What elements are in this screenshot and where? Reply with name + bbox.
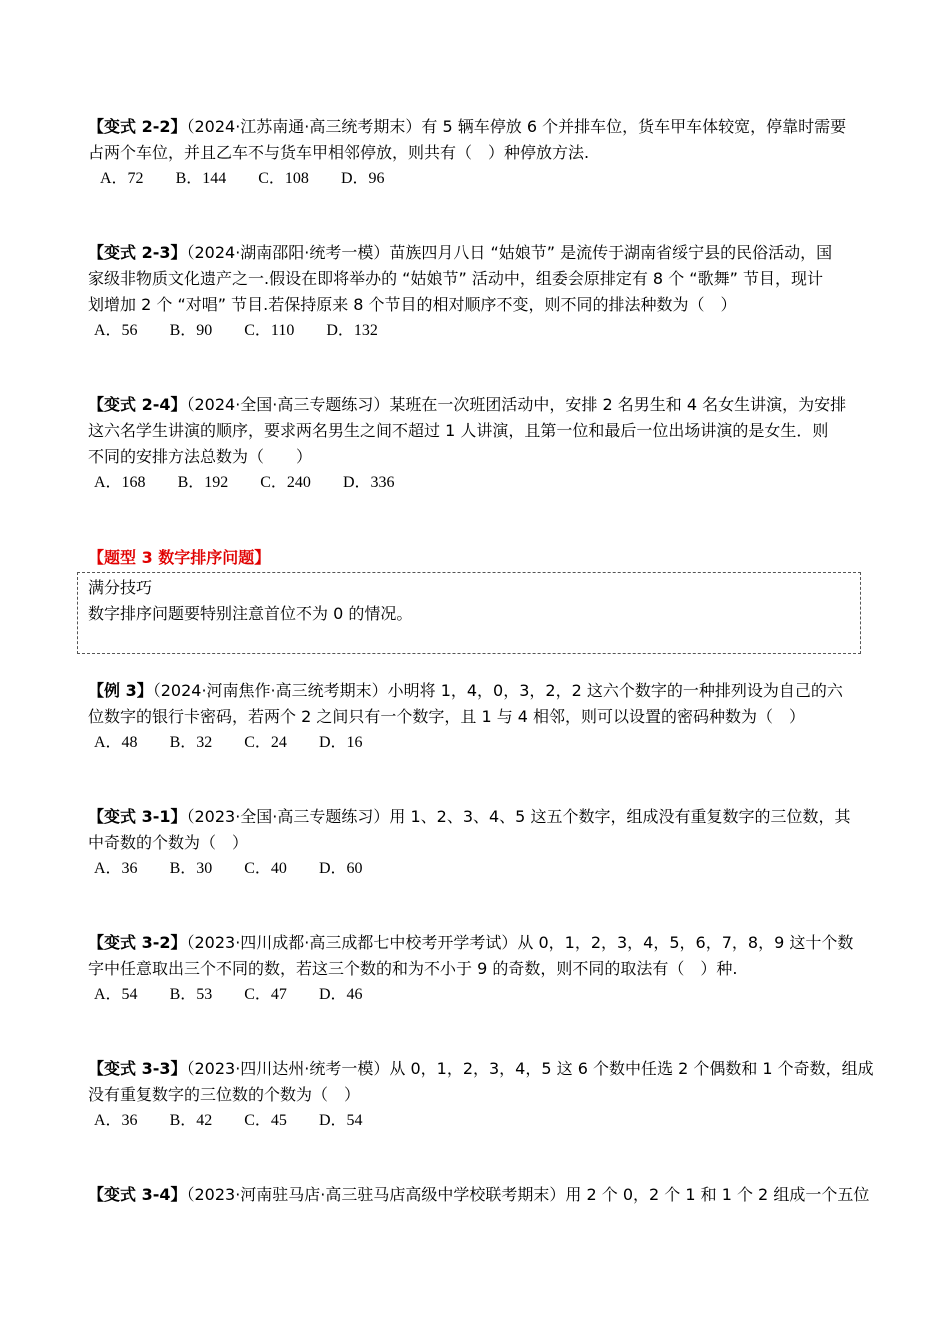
- section-heading: 【题型 3 数字排序问题】: [88, 548, 271, 567]
- problem-text: 家级非物质文化遗产之一.假设在即将举办的 “姑娘节” 活动中，组委会原排定有 8 个 “歌舞” 节目，现计: [88, 269, 823, 288]
- problem-tag: 【变式 3-4】: [88, 1185, 187, 1204]
- option-d[interactable]: D．60: [318, 860, 363, 877]
- option-c[interactable]: C．24: [244, 734, 287, 751]
- problem-text: 字中任意取出三个不同的数，若这三个数的和为不小于 9 的奇数，则不同的取法有（ ）种.: [88, 959, 738, 978]
- answer-options: [100, 166, 417, 192]
- problem-text: 不同的安排方法总数为（ ）: [88, 447, 313, 466]
- option-c[interactable]: C．40: [244, 860, 287, 877]
- tip-title: 满分技巧: [88, 578, 153, 597]
- answer-options: [94, 856, 395, 882]
- problem-text: 中奇数的个数为（ ）: [88, 833, 249, 852]
- problem-text: （2024·河南焦作·高三统考期末）小明将 1，4，0，3，2，2 这六个数字的一种排列设为自己的六: [152, 681, 843, 700]
- problem-text: 划增加 2 个 “对唱” 节目.若保持原来 8 个节目的相对顺序不变，则不同的排法种数为（ ）: [88, 295, 737, 314]
- problem-tag: 【变式 3-3】: [88, 1059, 187, 1078]
- problem-text: （2024·全国·高三专题练习）某班在一次班团活动中，安排 2 名男生和 4 名女生讲演，为安排: [186, 395, 847, 414]
- option-d[interactable]: D．336: [342, 474, 395, 491]
- option-c[interactable]: C．45: [244, 1112, 287, 1129]
- tip-box: [77, 572, 861, 654]
- option-b[interactable]: B．192: [177, 474, 229, 491]
- answer-options: [94, 470, 427, 496]
- answer-options: [94, 982, 395, 1008]
- answer-options: [94, 1108, 395, 1134]
- option-c[interactable]: C．108: [258, 170, 309, 187]
- option-b[interactable]: B．90: [169, 322, 213, 339]
- option-c[interactable]: C．240: [260, 474, 311, 491]
- problem-text: （2024·江苏南通·高三统考期末）有 5 辆车停放 6 个并排车位，货车甲车体较宽，停靠时需要: [186, 117, 847, 136]
- problem-text: 没有重复数字的三位数的个数为（ ）: [88, 1085, 361, 1104]
- problem-tag: 【变式 2-2】: [88, 117, 187, 136]
- option-d[interactable]: D．96: [340, 170, 385, 187]
- problem-text: 位数字的银行卡密码，若两个 2 之间只有一个数字，且 1 与 4 相邻，则可以设置的密码种数为（ ）: [88, 707, 806, 726]
- option-d[interactable]: D．16: [318, 734, 363, 751]
- problem-tag: 【变式 2-3】: [88, 243, 187, 262]
- answer-options: [94, 730, 395, 756]
- problem-text: （2023·全国·高三专题练习）用 1、2、3、4、5 这五个数字，组成没有重复数字的三位数，其: [186, 807, 851, 826]
- option-a[interactable]: A．36: [94, 1112, 138, 1129]
- problem-text: （2023·四川达州·统考一模）从 0，1，2，3，4，5 这 6 个数中任选 2 个偶数和 1 个奇数，组成: [186, 1059, 874, 1078]
- option-d[interactable]: D．46: [318, 986, 363, 1003]
- option-c[interactable]: C．47: [244, 986, 287, 1003]
- problem-text: （2023·四川成都·高三成都七中校考开学考试）从 0，1，2，3，4，5，6，7，8，9 这十个数: [186, 933, 854, 952]
- option-b[interactable]: B．42: [169, 1112, 213, 1129]
- option-b[interactable]: B．32: [169, 734, 213, 751]
- problem-tag: 【变式 3-1】: [88, 807, 187, 826]
- option-a[interactable]: A．72: [100, 170, 144, 187]
- option-a[interactable]: A．168: [94, 474, 146, 491]
- option-d[interactable]: D．54: [318, 1112, 363, 1129]
- option-b[interactable]: B．53: [169, 986, 213, 1003]
- problem-text: 这六名学生讲演的顺序，要求两名男生之间不超过 1 人讲演，且第一位和最后一位出场讲演的是女生．则: [88, 421, 829, 440]
- option-a[interactable]: A．36: [94, 860, 138, 877]
- problem-text: （2023·河南驻马店·高三驻马店高级中学校联考期末）用 2 个 0，2 个 1 和 1 个 2 组成一个五位: [186, 1185, 870, 1204]
- option-b[interactable]: B．144: [175, 170, 227, 187]
- option-d[interactable]: D．132: [326, 322, 378, 339]
- answer-options: [94, 318, 410, 344]
- option-a[interactable]: A．54: [94, 986, 138, 1003]
- problem-tag: 【变式 3-2】: [88, 933, 187, 952]
- problem-text: 占两个车位，并且乙车不与货车甲相邻停放，则共有（ ）种停放方法.: [88, 143, 590, 162]
- option-a[interactable]: A．56: [94, 322, 138, 339]
- option-b[interactable]: B．30: [169, 860, 213, 877]
- option-c[interactable]: C．110: [244, 322, 295, 339]
- problem-tag: 【变式 2-4】: [88, 395, 187, 414]
- tip-text: 数字排序问题要特别注意首位不为 0 的情况。: [88, 604, 413, 623]
- option-a[interactable]: A．48: [94, 734, 138, 751]
- problem-tag: 【例 3】: [88, 681, 153, 700]
- problem-text: （2024·湖南邵阳·统考一模）苗族四月八日 “姑娘节” 是流传于湖南省绥宁县的民俗活动，国: [186, 243, 833, 262]
